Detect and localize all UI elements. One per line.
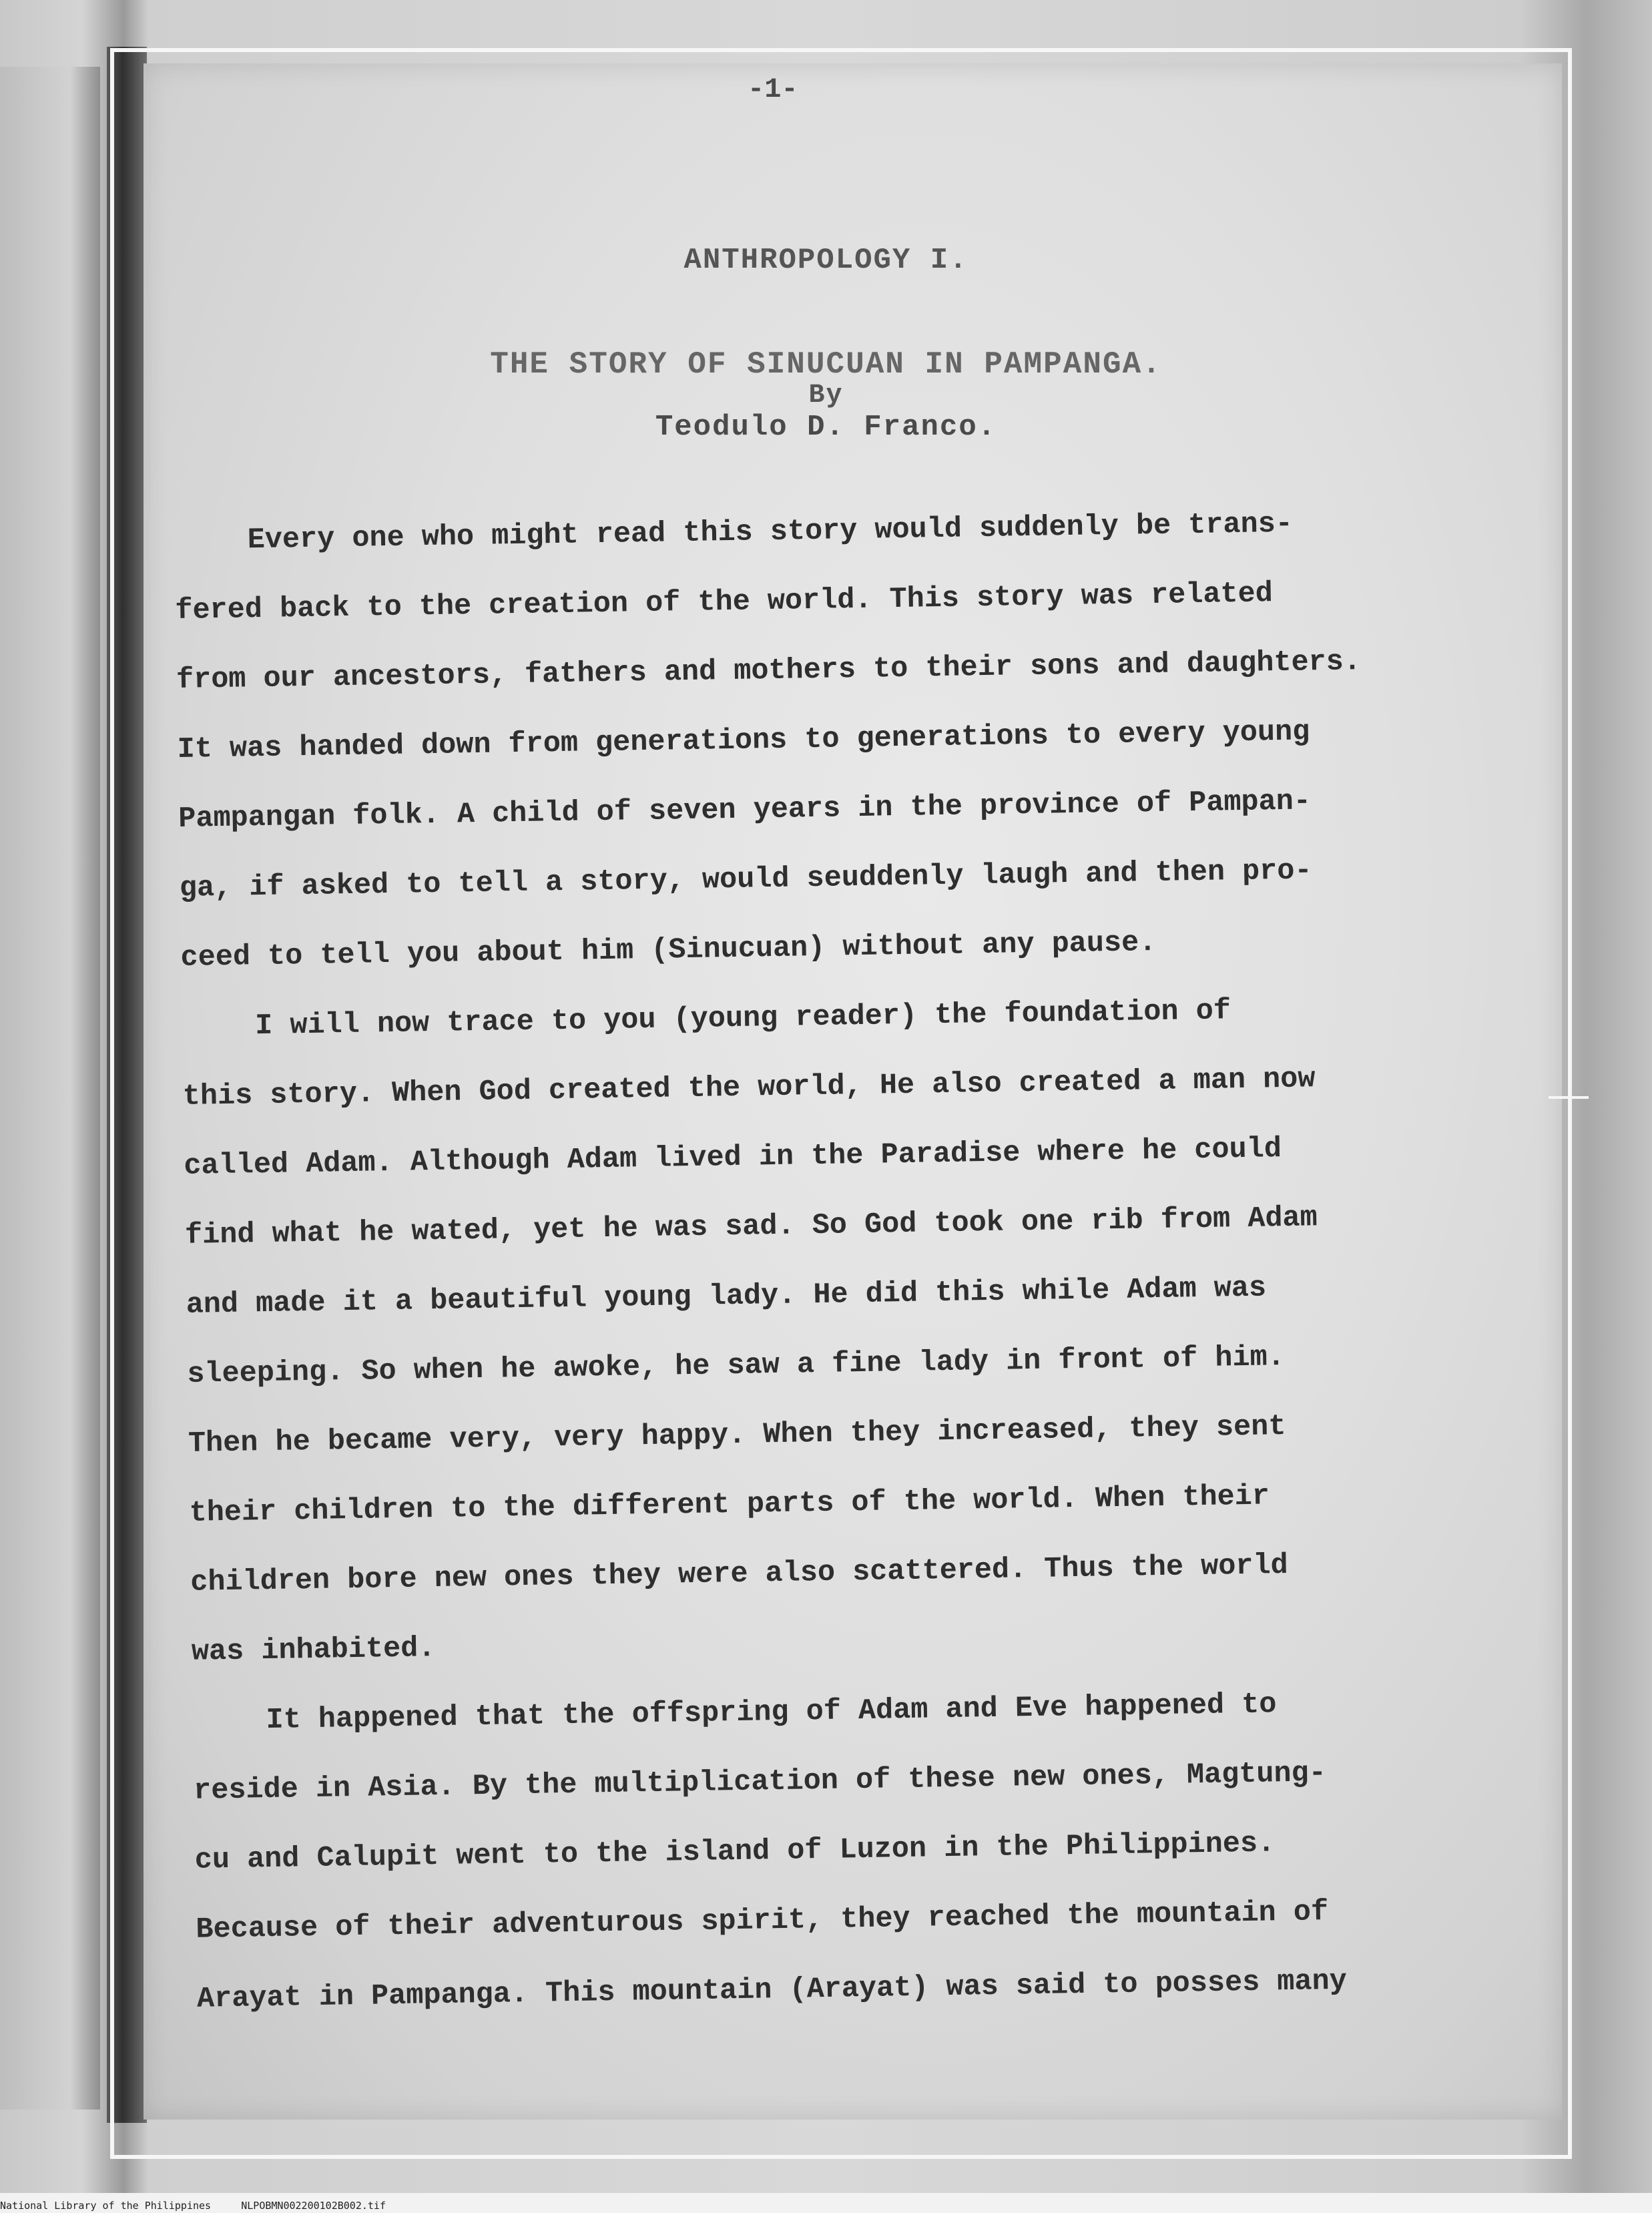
text-line: Because of their adventurous spirit, they reached the mountain of <box>196 1896 1329 1947</box>
text-line: It was handed down from generations to generations to every young <box>177 716 1310 766</box>
text-line: ceed to tell you about him (Sinucuan) without any pause. <box>180 926 1157 975</box>
text-line: this story. When God created the world, He also created a man now <box>182 1063 1316 1114</box>
footer-filename: NLPOBMN002200102B002.tif <box>241 2200 386 2212</box>
text-line: and made it a beautiful young lady. He did this while Adam was <box>186 1272 1267 1322</box>
text-line: reside in Asia. By the multiplication of these new ones, Magtung- <box>193 1757 1327 1808</box>
crop-mark-right <box>1549 1096 1589 1099</box>
text-line: Every one who might read this story would suddenly be trans- <box>247 507 1294 557</box>
text-line: Pampangan folk. A child of seven years in the province of Pampan- <box>178 785 1312 836</box>
text-line: cu and Calupit went to the island of Luzon in the Philippines. <box>194 1827 1276 1877</box>
text-line: ga, if asked to tell a story, would seuddenly laugh and then pro- <box>179 854 1312 905</box>
story-title: THE STORY OF SINUCUAN IN PAMPANGA. <box>490 347 1162 382</box>
story-body <box>174 487 1533 2035</box>
text-line: Then he became very, very happy. When they increased, they sent <box>188 1410 1286 1461</box>
text-line: their children to the different parts of the world. When their <box>189 1480 1270 1530</box>
text-line: from our ancestors, fathers and mothers to their sons and daughters. <box>176 646 1362 697</box>
footer-institution: National Library of the Philippines <box>0 2200 212 2212</box>
paragraph-2 <box>181 972 1527 1687</box>
paragraph-3 <box>192 1666 1533 2034</box>
byline: By <box>808 381 844 411</box>
text-line: It happened that the offspring of Adam and Eve happened to <box>266 1688 1277 1738</box>
paragraph-1 <box>174 487 1516 993</box>
text-line: called Adam. Although Adam lived in the Paradise where he could <box>184 1133 1282 1183</box>
text-line: was inhabited. <box>191 1632 436 1669</box>
crop-frame-bottom <box>110 2155 1572 2159</box>
text-line: Arayat in Pampanga. This mountain (Arayat) was said to posses many <box>196 1965 1348 2016</box>
text-line: I will now trace to you (young reader) the foundation of <box>254 995 1231 1043</box>
crop-frame-top <box>110 48 1572 52</box>
text-line: find what he wated, yet he was sad. So God took one rib from Adam <box>184 1202 1318 1252</box>
page-number: -1- <box>748 73 798 105</box>
author-name: Teodulo D. Franco. <box>655 411 997 444</box>
text-line: fered back to the creation of the world. This story was related <box>175 577 1274 628</box>
course-heading: ANTHROPOLOGY I. <box>683 244 969 277</box>
text-line: children bore new ones they were also scattered. Thus the world <box>190 1549 1289 1600</box>
text-line: sleeping. So when he awoke, he saw a fine lady in front of him. <box>187 1341 1286 1391</box>
archive-footer <box>0 2200 386 2212</box>
